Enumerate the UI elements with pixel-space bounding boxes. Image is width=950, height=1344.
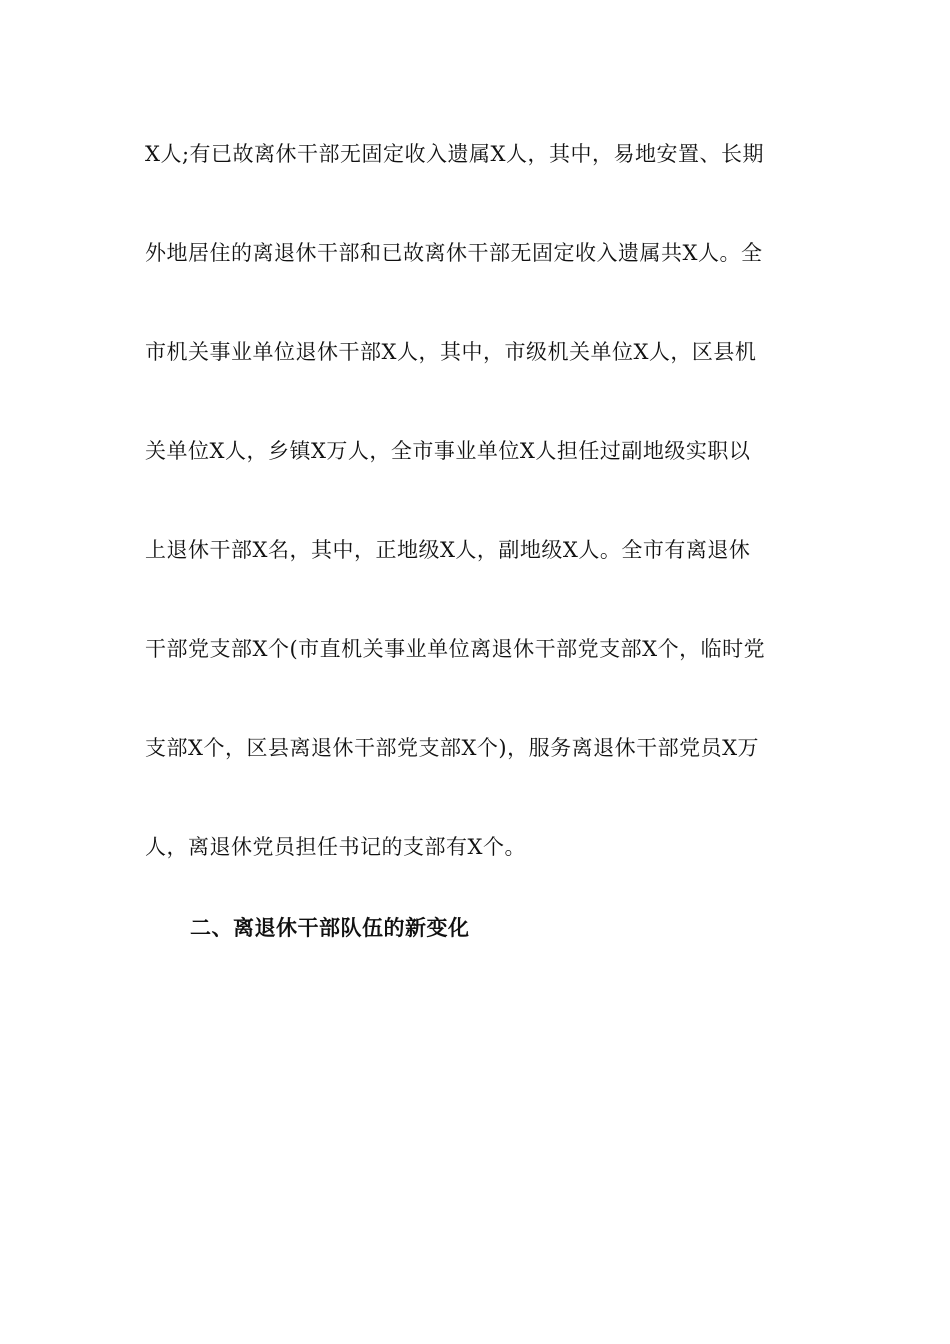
body-paragraph bbox=[145, 132, 805, 924]
paragraph-line: 支部X个，区县离退休干部党支部X个)，服务离退休干部党员X万 bbox=[145, 736, 760, 760]
paragraph-line: X人;有已故离休干部无固定收入遗属X人，其中，易地安置、长期 bbox=[145, 142, 764, 166]
paragraph-line: 市机关事业单位退休干部X人，其中，市级机关单位X人，区县机 bbox=[145, 340, 757, 364]
paragraph-line: 上退休干部X名，其中，正地级X人，副地级X人。全市有离退休 bbox=[145, 538, 751, 562]
paragraph-line: 干部党支部X个(市直机关事业单位离退休干部党支部X个，临时党 bbox=[145, 637, 766, 661]
section-heading: 二、离退休干部队伍的新变化 bbox=[190, 915, 470, 940]
paragraph-line: 外地居住的离退休干部和已故离休干部无固定收入遗属共X人。全 bbox=[145, 241, 763, 265]
paragraph-line: 关单位X人，乡镇X万人，全市事业单位X人担任过副地级实职以 bbox=[145, 439, 751, 463]
paragraph-line: 人，离退休党员担任书记的支部有X个。 bbox=[145, 835, 526, 859]
